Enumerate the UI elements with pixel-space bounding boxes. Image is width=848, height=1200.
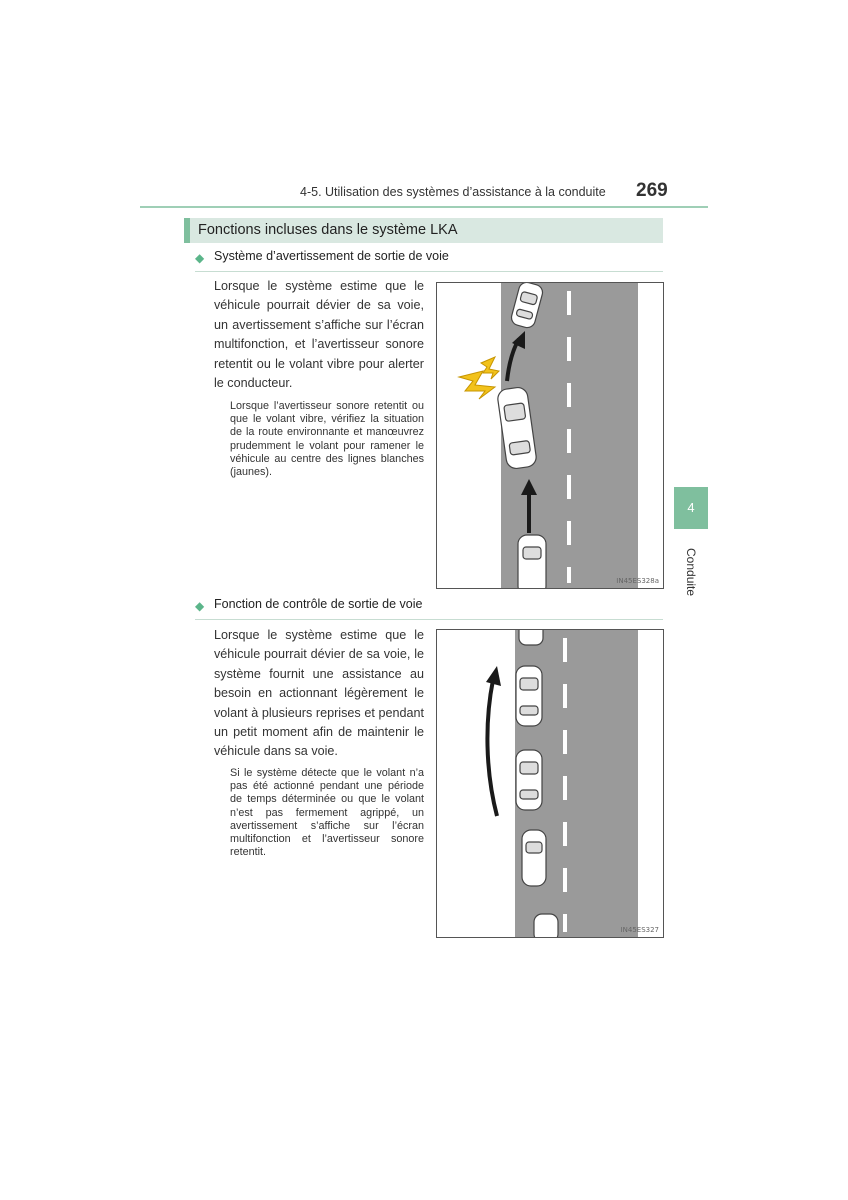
- subsection-title: Fonction de contrôle de sortie de voie: [214, 597, 423, 611]
- diamond-bullet-icon: ◆: [195, 251, 205, 265]
- page-number: 269: [636, 180, 668, 201]
- figure-code: IN45ES328a: [616, 577, 659, 585]
- subsection-heading-lane-departure-control: [195, 597, 663, 620]
- direction-arrow-icon: [486, 666, 501, 816]
- figure-code: IN45ES327: [620, 926, 659, 934]
- running-header-title: 4-5. Utilisation des systèmes d’assistance à la conduite: [300, 185, 606, 199]
- body-paragraph: Lorsque le système estime que le véhicule pourrait dévier de sa voie, le système fournit une assistance au besoin en actionnant légèrement le volant à plusieurs reprises et pendant un petit moment afin de maintenir le véhicule dans sa voie.: [214, 628, 424, 759]
- section-heading-text: Fonctions incluses dans le système LKA: [198, 222, 458, 238]
- note-paragraph: Lorsque l’avertisseur sonore retentit ou que le volant vibre, vérifiez la situation de la route environnante et manœuvrez prudemment le volant pour ramener le véhicule au centre des lignes blanches (jaunes).: [230, 400, 424, 479]
- road-diagram-control: [437, 630, 663, 937]
- diamond-bullet-icon: ◆: [195, 599, 205, 613]
- chapter-label: Conduite: [684, 548, 698, 597]
- body-paragraph: Lorsque le système estime que le véhicule pourrait dévier de sa voie, un avertissement s’affiche sur l’écran multifonction, et l’avertisseur sonore retentit ou le volant vibre pour alerter le conducteur.: [214, 279, 424, 391]
- road-diagram-alert: [437, 283, 663, 588]
- subsection-title: Système d’avertissement de sortie de voie: [214, 249, 449, 263]
- note-paragraph: Si le système détecte que le volant n’a pas été actionné pendant une période de temps déterminée ou que le volant n’est pas fermement agrippé, un avertissement s’affiche sur l’écran multifonction et l’avertisseur sonore retentit.: [230, 767, 424, 859]
- section-heading: [184, 218, 663, 243]
- lane-departure-alert-illustration: [436, 282, 664, 589]
- chapter-number: 4: [687, 500, 695, 515]
- car-bottom-icon: [518, 535, 546, 588]
- lane-departure-control-illustration: [436, 629, 664, 938]
- chapter-label-container: [676, 548, 706, 608]
- header-rule: [140, 206, 708, 208]
- subsection-heading-lane-departure-alert: [195, 249, 663, 272]
- chapter-tab: [674, 487, 708, 529]
- warning-sound-icon: [459, 357, 499, 399]
